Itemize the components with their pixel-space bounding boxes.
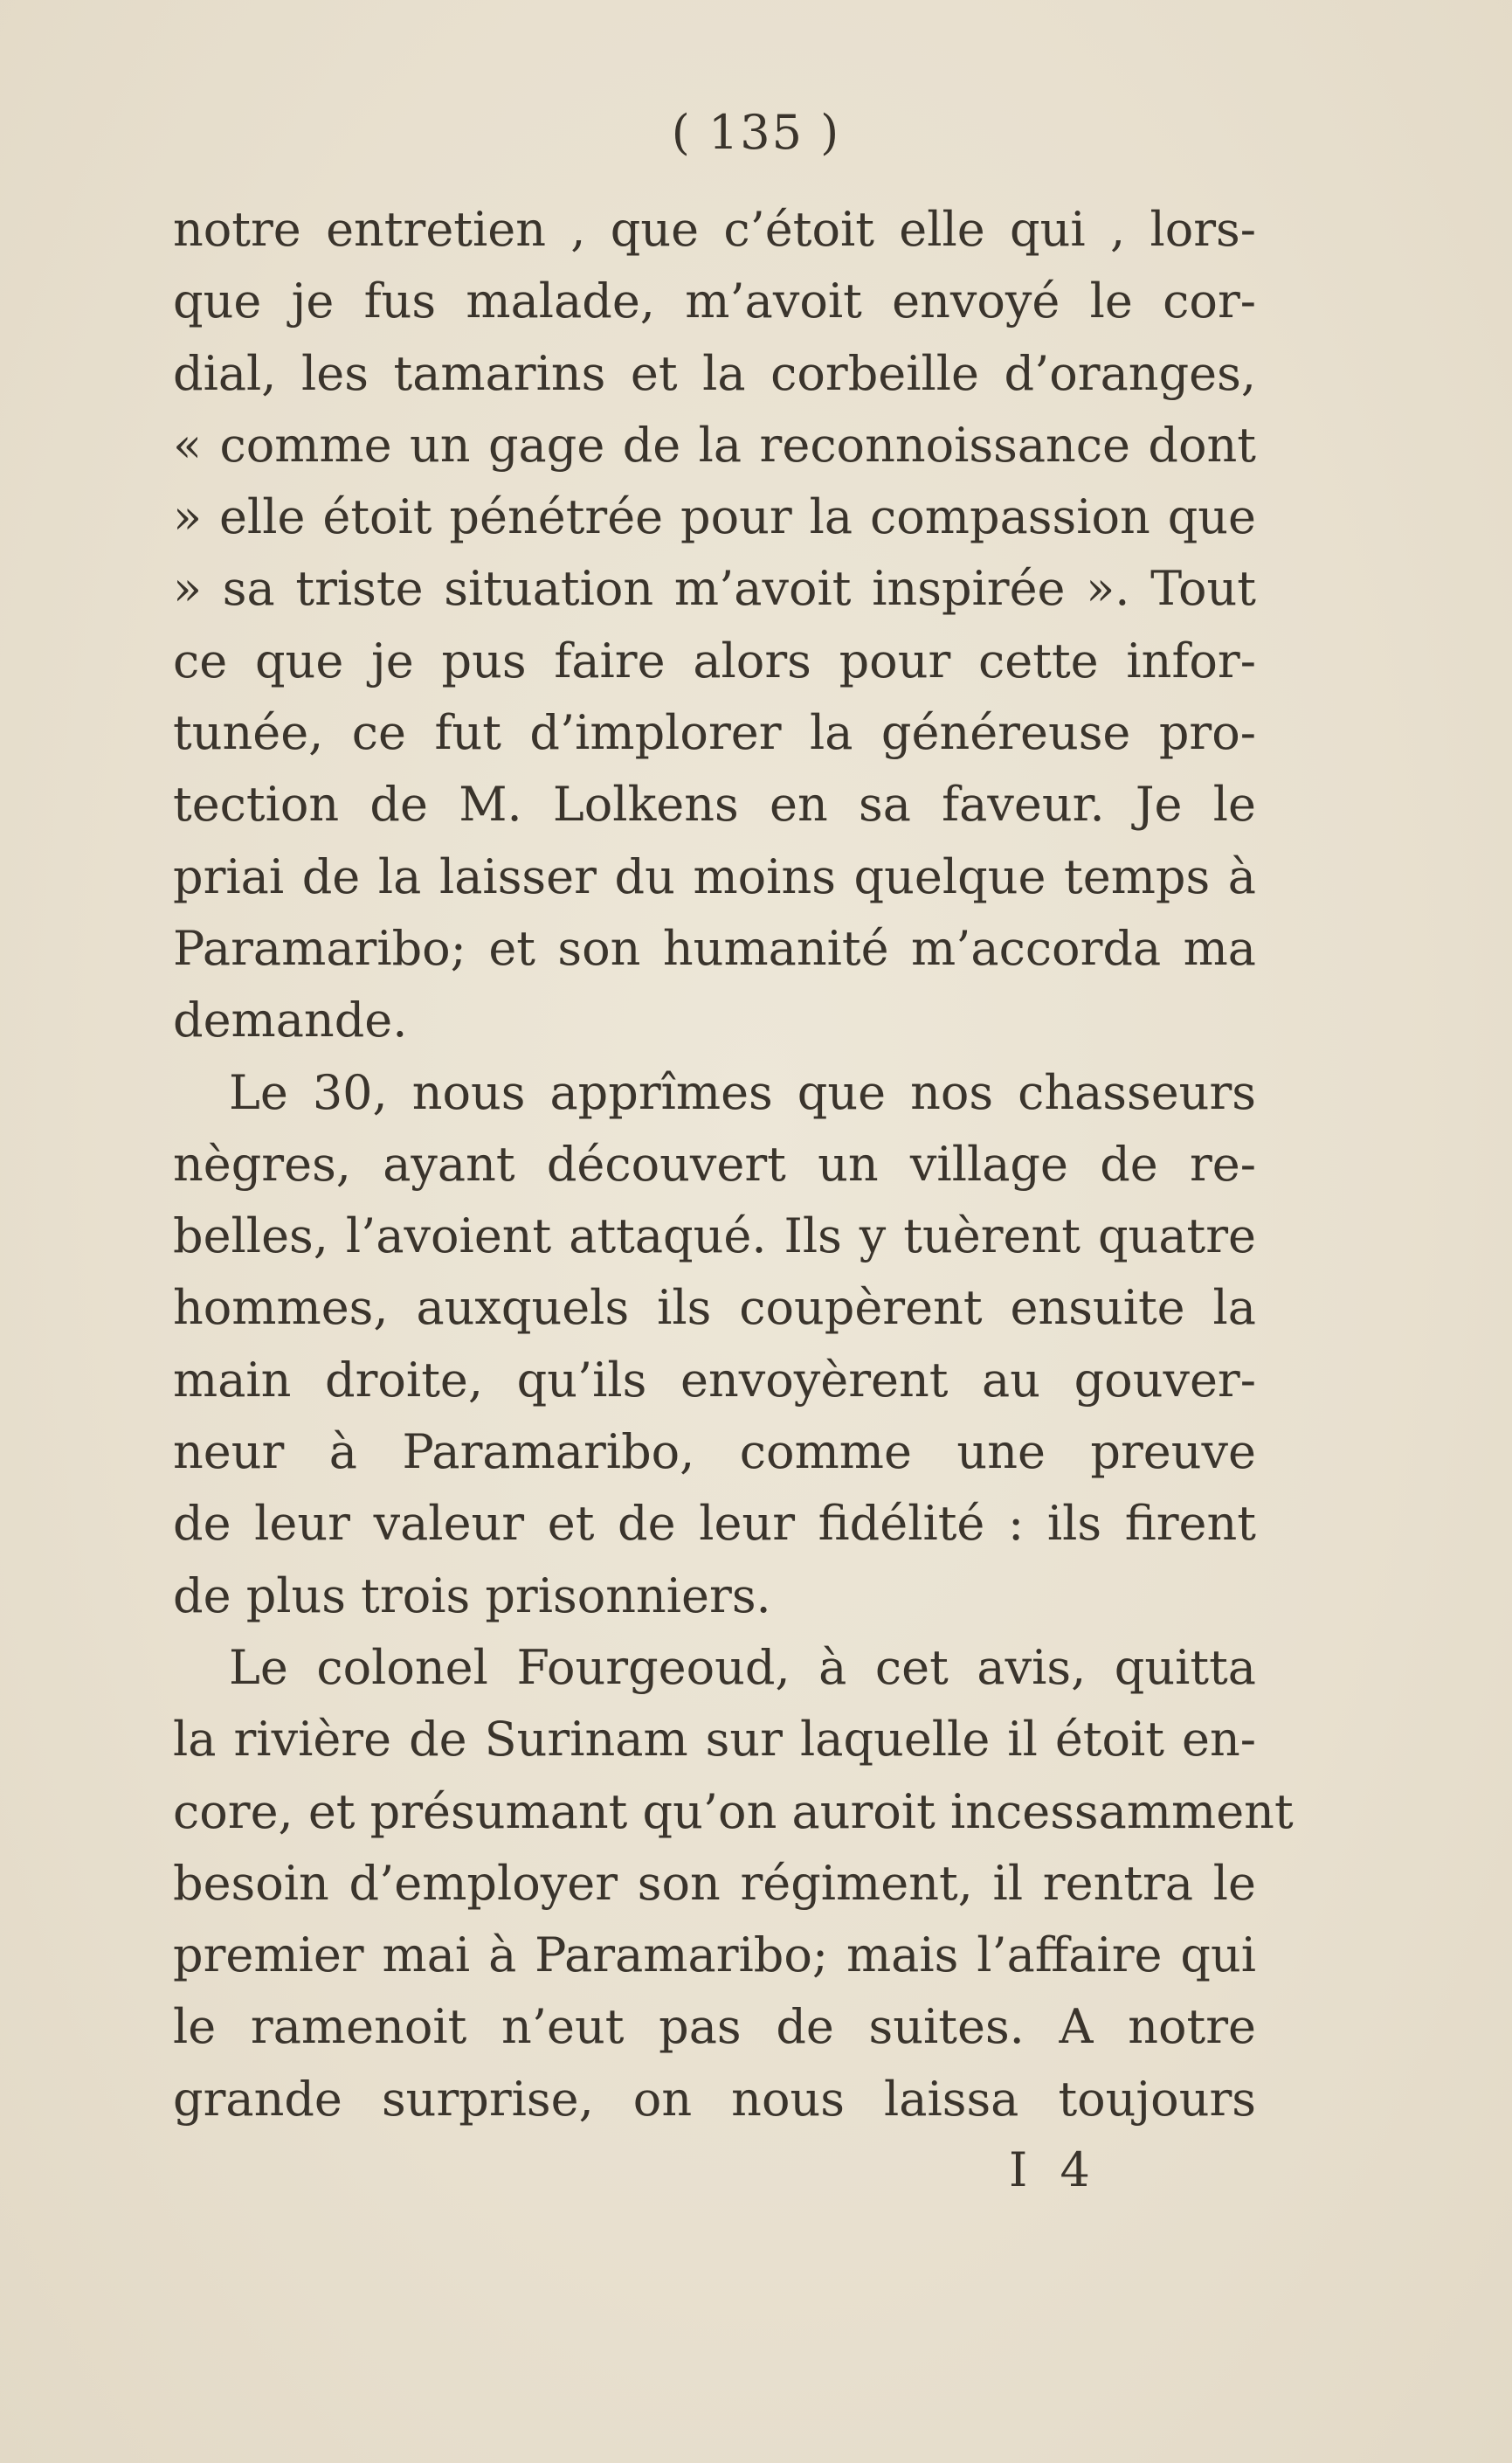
text-line: core, et présumant qu’on auroit incessamment xyxy=(173,1783,1294,1839)
text-line: belles, l’avoient attaqué. Ils y tuèrent quatre xyxy=(173,1208,1256,1264)
text-line: de leur valeur et de leur fidélité : ils firent xyxy=(173,1496,1256,1552)
text-line: grande surprise, on nous laissa toujours xyxy=(173,2071,1256,2127)
text-line: premier mai à Paramaribo; mais l’affaire qui xyxy=(173,1927,1256,1983)
text-line: » elle étoit pénétrée pour la compassion que xyxy=(173,489,1256,545)
page-number-header: ( 135 ) xyxy=(671,105,841,160)
text-line: neur à Paramaribo, comme une preuve xyxy=(173,1424,1256,1480)
text-line: demande. xyxy=(173,993,408,1048)
text-line: main droite, qu’ils envoyèrent au gouver- xyxy=(173,1352,1256,1408)
text-line: dial, les tamarins et la corbeille d’oranges, xyxy=(173,345,1256,401)
text-line: que je fus malade, m’avoit envoyé le cor- xyxy=(173,273,1256,329)
text-line: besoin d’employer son régiment, il rentra le xyxy=(173,1855,1256,1911)
text-line: le ramenoit n’eut pas de suites. A notre xyxy=(173,1999,1256,2055)
text-line: nègres, ayant découvert un village de re- xyxy=(173,1136,1256,1192)
text-line: hommes, auxquels ils coupèrent ensuite la xyxy=(173,1280,1256,1336)
signature-mark: I 4 xyxy=(1009,2142,1099,2197)
text-line: de plus trois prisonniers. xyxy=(173,1567,771,1623)
text-line: tection de M. Lolkens en sa faveur. Je le xyxy=(173,777,1256,833)
text-line: » sa triste situation m’avoit inspirée ». Tout xyxy=(173,561,1256,617)
text-line: Le 30, nous apprîmes que nos chasseurs xyxy=(229,1064,1256,1120)
text-line: notre entretien , que c’étoit elle qui , lors- xyxy=(173,202,1256,257)
body-text xyxy=(173,194,1294,2135)
text-line: ce que je pus faire alors pour cette infor- xyxy=(173,633,1256,688)
text-line: priai de la laisser du moins quelque temps à xyxy=(173,848,1256,904)
text-line: tunée, ce fut d’implorer la généreuse pro- xyxy=(173,705,1256,761)
text-line: « comme un gage de la reconnoissance dont xyxy=(173,417,1256,473)
text-line: la rivière de Surinam sur laquelle il étoit en- xyxy=(173,1712,1256,1768)
text-line: Paramaribo; et son humanité m’accorda ma xyxy=(173,920,1256,976)
text-line: Le colonel Fourgeoud, à cet avis, quitta xyxy=(229,1639,1256,1695)
